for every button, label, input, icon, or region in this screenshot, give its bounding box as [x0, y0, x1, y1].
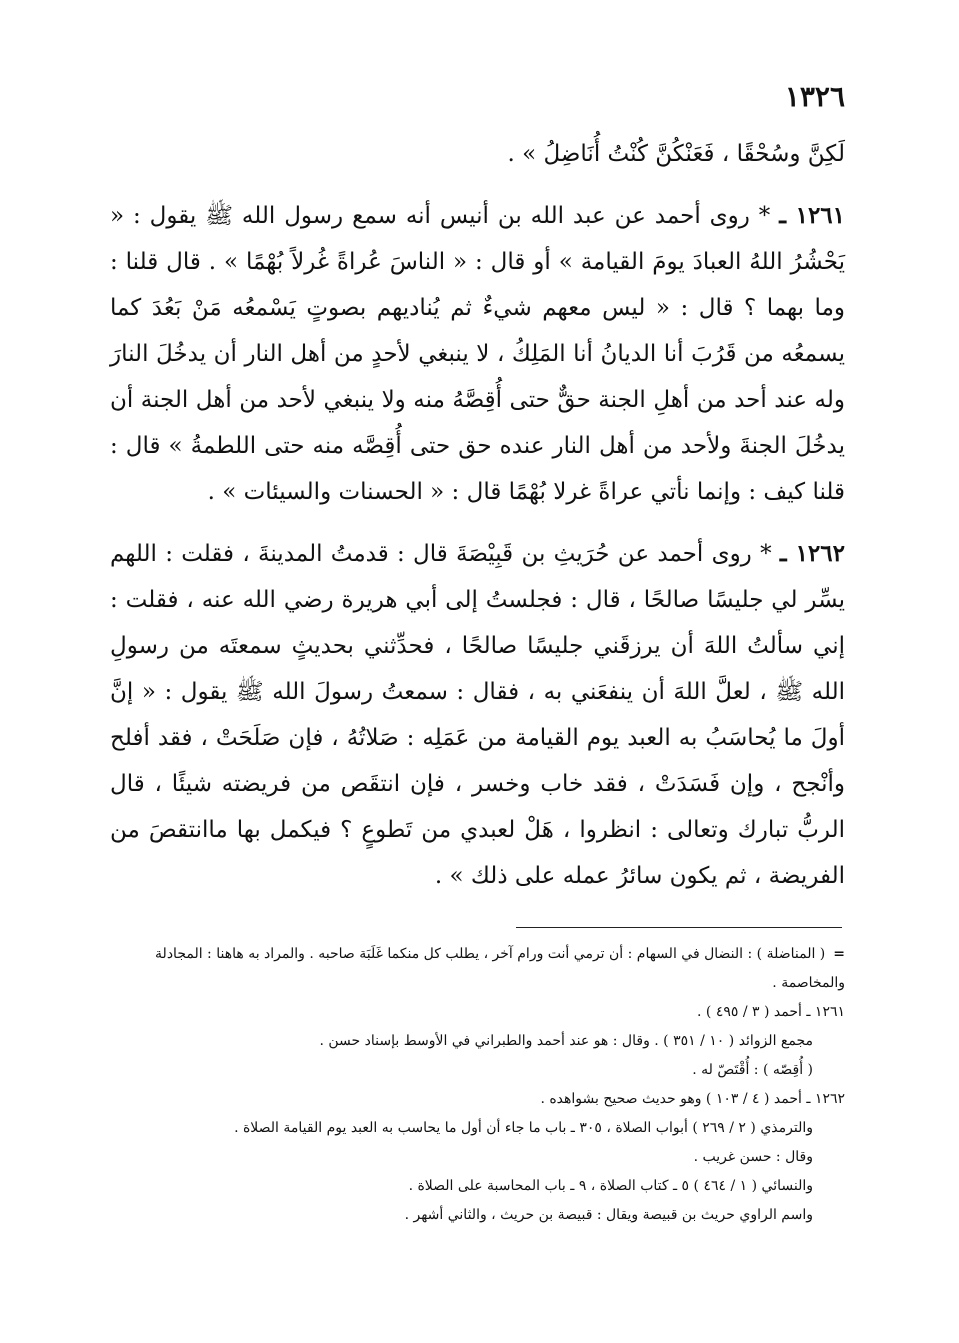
hadith-number: ١٢٦٢ ـ	[779, 540, 845, 567]
page-number: ١٣٢٦	[784, 80, 845, 113]
paragraph-text: لَكِنَّ وسُحْقًا ، فَعَنْكُنَّ كُنْتُ أُنَاضِلُ » .	[507, 141, 845, 167]
hadith-text: * روى أحمد عن حُرَيثِ بن قَبِيْصَةَ قال : قدمتُ المدينةَ ، فقلت : اللهم يسِّر لي جليسًا صالحًا ، قال : فجلستُ إلى أبي هريرة رضي الله عنه ، فقلت : إني سألتُ اللهَ أن يرزقَني جليسًا صالحًا ، فحدِّثني بحديثٍ سمعتَه من رسولِ الله ﷺ ، لعلَّ اللهَ أن ينفعَني به ، فقال : سمعتُ رسولَ الله ﷺ يقول : « إنَّ أولَ ما يُحاسَبُ به العبد يوم القيامة من عَمَلِه : صَلاتُهُ ، فإن صَلَحَتْ ، فقد أفلح وأنْجح ، وإن فَسَدَتْ ، فقد خاب وخسر ، فإن انتقَص من فريضته شيئًا ، قال الربُّ تبارك وتعالى : انظروا ، هَلْ لعبدي من تَطوعٍ ؟ فيكمل بها ماانتقصَ من الفريضة ، ثم يكون سائرُ عمله على ذلك » .	[110, 541, 845, 889]
footnote-separator	[516, 927, 842, 928]
page-content	[110, 70, 845, 915]
footnote-text: ( المناضلة ) : النضال في السهام : أن ترمي أنت ورام آخر ، يطلب كل منكما غَلَبَة صاحبه . والمراد به هاهنا : المجادلة والمخاصمة .	[155, 946, 845, 991]
footnote-line: ( أُقِصّه ) : أُقْتَصّ له .	[692, 1062, 813, 1078]
footnote-line	[110, 940, 845, 998]
hadith-1262	[110, 531, 845, 899]
hadith-text: * روى أحمد عن عبد الله بن أنيس أنه سمع رسول الله ﷺ يقول : « يَحْشُرُ اللهُ العبادَ يومَ القيامة » أو قال : « الناسَ عُراةً غُرلاً بُهْمًا » . قال قلنا : وما بهما ؟ قال : « ليس معهم شيءٌ ثم يُناديهم بصوتٍ يَسْمعُه مَنْ بَعُدَ كما يسمعُه من قَرُبَ أنا الديانُ أنا المَلِكُ ، لا ينبغي لأحدٍ من أهل النار أن يدخُلَ النارَ وله عند أحد من أهلِ الجنة حقٌّ حتى أُقِصَّهُ منه ولا ينبغي لأحد من أهل الجنة أن يدخُلَ الجنةَ ولأحد من أهل النار عنده حق حتى أُقِصَّه منه حتى اللطمةُ » قال : قلنا كيف : وإنما نأتي عراةً غرلا بُهْمًا قال : « الحسنات والسيئات » .	[110, 203, 845, 505]
hadith-1261	[110, 193, 845, 515]
footnotes	[110, 940, 845, 1230]
continuation-mark: =	[833, 946, 845, 962]
hadith-number: ١٢٦١ ـ	[779, 202, 846, 229]
footnote-line: واسم الراوي حريث بن قبيصة ويقال : قبيصة بن حريث ، والثاني أشهر .	[404, 1207, 813, 1223]
footnote-line: وقال : حسن غريب .	[693, 1149, 813, 1165]
main-text	[110, 131, 845, 899]
footnote-line: والنسائي ( ١ / ٤٦٤ ) ٥ ـ كتاب الصلاة ، ٩ ـ باب المحاسبة على الصلاة .	[408, 1178, 813, 1194]
footnote-line: مجمع الزوائد ( ١٠ / ٣٥١ ) . وقال : هو عند أحمد والطبراني في الأوسط بإسناد حسن .	[319, 1033, 813, 1049]
paragraph-continuation	[110, 131, 845, 177]
footnote-line: والترمذي ( ٢ / ٢٦٩ ) أبواب الصلاة ، ٣٠٥ ـ باب ما جاء أن أول ما يحاسب به العبد يوم القيامة الصلاة .	[234, 1120, 813, 1136]
footnote-line: ١٢٦١ ـ أحمد ( ٣ / ٤٩٥ ) .	[697, 1004, 845, 1020]
footnote-line: ١٢٦٢ ـ أحمد ( ٤ / ١٠٣ ) وهو حديث صحيح بشواهده .	[540, 1091, 845, 1107]
